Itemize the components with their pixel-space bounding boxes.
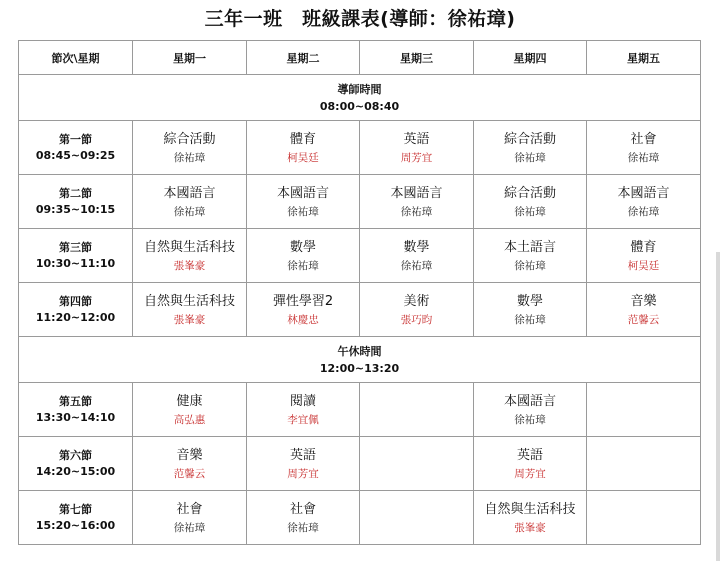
- subject-name: 本國語言: [503, 393, 556, 409]
- subject-name: 美術: [403, 293, 430, 309]
- subject-name: 綜合活動: [503, 131, 556, 147]
- subject-name: 社會: [176, 501, 203, 517]
- lesson-cell: [360, 491, 474, 545]
- subject-name: 本國語言: [390, 185, 443, 201]
- lesson-cell: [360, 175, 474, 229]
- teacher-name: 徐祐璋: [400, 205, 433, 218]
- class-schedule-table: [18, 40, 701, 545]
- day-header-fri: 星期五: [587, 41, 701, 75]
- subject-name: 閱讀: [289, 393, 316, 409]
- subject-name: 彈性學習2: [272, 293, 334, 309]
- period-time: 10:30~11:10: [35, 256, 116, 270]
- lesson-cell: [133, 175, 247, 229]
- period-cell: [19, 229, 133, 283]
- lesson-cell: [247, 383, 360, 437]
- period-cell: [19, 491, 133, 545]
- break-cell: [19, 337, 701, 383]
- subject-name: 音樂: [630, 293, 657, 309]
- subject-name: 數學: [289, 239, 316, 255]
- break-time: 08:00~08:40: [319, 99, 400, 113]
- period-cell: [19, 383, 133, 437]
- break-time: 12:00~13:20: [319, 361, 400, 375]
- scroll-edge: [716, 252, 720, 561]
- day-header-thu: 星期四: [474, 41, 587, 75]
- teacher-name: 徐祐璋: [514, 413, 546, 426]
- teacher-name: 徐祐璋: [627, 151, 660, 164]
- break-name: 導師時間: [337, 82, 382, 96]
- lesson-cell: [360, 283, 474, 337]
- teacher-name: 徐祐璋: [287, 205, 319, 218]
- lesson-cell: [587, 229, 701, 283]
- subject-name: 自然與生活科技: [143, 293, 235, 309]
- lesson-cell: [587, 175, 701, 229]
- lesson-cell: [133, 437, 247, 491]
- teacher-name: 柯昊廷: [627, 259, 660, 272]
- day-header-wed: 星期三: [360, 41, 474, 75]
- subject-name: 自然與生活科技: [143, 239, 235, 255]
- teacher-name: 范馨云: [627, 313, 660, 326]
- subject-name: 體育: [630, 239, 657, 255]
- header-row: [19, 41, 701, 75]
- teacher-name: 林慶忠: [287, 313, 319, 326]
- lesson-cell: [247, 121, 360, 175]
- teacher-name: 張峯豪: [514, 521, 546, 534]
- break-row: [19, 337, 701, 383]
- teacher-name: 徐祐璋: [400, 259, 433, 272]
- period-time: 08:45~09:25: [35, 148, 116, 162]
- lesson-cell: [247, 491, 360, 545]
- period-cell: [19, 175, 133, 229]
- lesson-cell: [247, 175, 360, 229]
- lesson-cell: [474, 437, 587, 491]
- period-row: [19, 383, 701, 437]
- subject-name: 數學: [403, 239, 430, 255]
- teacher-name: 徐祐璋: [514, 313, 546, 326]
- teacher-name: 徐祐璋: [173, 521, 206, 534]
- period-row: [19, 283, 701, 337]
- subject-name: 本國語言: [276, 185, 329, 201]
- subject-name: 本國語言: [163, 185, 216, 201]
- subject-name: 英語: [289, 447, 316, 463]
- teacher-name: 徐祐璋: [514, 259, 546, 272]
- teacher-name: 柯昊廷: [287, 151, 319, 164]
- day-header-mon: 星期一: [133, 41, 247, 75]
- lesson-cell: [133, 283, 247, 337]
- lesson-cell: [474, 283, 587, 337]
- teacher-name: 徐祐璋: [287, 259, 319, 272]
- lesson-cell: [587, 283, 701, 337]
- period-name: 第一節: [59, 132, 92, 146]
- lesson-cell: [474, 383, 587, 437]
- period-cell: [19, 121, 133, 175]
- period-name: 第二節: [59, 186, 92, 200]
- period-time: 13:30~14:10: [35, 410, 116, 424]
- subject-name: 綜合活動: [503, 185, 556, 201]
- subject-name: 社會: [630, 131, 657, 147]
- teacher-name: 張峯豪: [173, 313, 206, 326]
- lesson-cell: [133, 383, 247, 437]
- lesson-cell: [587, 437, 701, 491]
- break-cell: [19, 75, 701, 121]
- teacher-name: 周芳宜: [514, 467, 546, 480]
- period-name: 第三節: [59, 240, 92, 254]
- lesson-cell: [133, 229, 247, 283]
- lesson-cell: [247, 283, 360, 337]
- teacher-name: 徐祐璋: [514, 205, 546, 218]
- period-cell: [19, 437, 133, 491]
- break-name: 午休時間: [337, 344, 382, 358]
- page-title: 三年一班 班級課表(導師：徐祐璋): [204, 8, 516, 30]
- teacher-name: 徐祐璋: [173, 205, 206, 218]
- subject-name: 健康: [176, 393, 203, 409]
- corner-header: 節次\星期: [19, 41, 133, 75]
- subject-name: 自然與生活科技: [484, 501, 576, 517]
- lesson-cell: [587, 491, 701, 545]
- period-time: 11:20~12:00: [35, 310, 116, 324]
- teacher-name: 徐祐璋: [514, 151, 546, 164]
- break-row: [19, 75, 701, 121]
- teacher-name: 周芳宜: [287, 467, 319, 480]
- period-name: 第七節: [59, 502, 92, 516]
- period-name: 第四節: [59, 294, 92, 308]
- lesson-cell: [587, 121, 701, 175]
- period-time: 14:20~15:00: [35, 464, 116, 478]
- subject-name: 英語: [403, 131, 430, 147]
- teacher-name: 李宜佩: [287, 413, 319, 426]
- subject-name: 本國語言: [617, 185, 670, 201]
- period-name: 第五節: [59, 394, 92, 408]
- subject-name: 音樂: [176, 447, 203, 463]
- teacher-name: 周芳宜: [400, 151, 433, 164]
- period-time: 09:35~10:15: [35, 202, 116, 216]
- teacher-name: 徐祐璋: [627, 205, 660, 218]
- period-cell: [19, 283, 133, 337]
- lesson-cell: [474, 121, 587, 175]
- lesson-cell: [360, 437, 474, 491]
- day-header-tue: 星期二: [247, 41, 360, 75]
- teacher-name: 張峯豪: [173, 259, 206, 272]
- period-time: 15:20~16:00: [35, 518, 116, 532]
- period-row: [19, 437, 701, 491]
- lesson-cell: [360, 383, 474, 437]
- lesson-cell: [360, 229, 474, 283]
- period-row: [19, 175, 701, 229]
- subject-name: 數學: [516, 293, 543, 309]
- lesson-cell: [133, 121, 247, 175]
- lesson-cell: [133, 491, 247, 545]
- teacher-name: 徐祐璋: [287, 521, 319, 534]
- subject-name: 本土語言: [503, 239, 556, 255]
- period-row: [19, 491, 701, 545]
- teacher-name: 張巧昀: [400, 313, 433, 326]
- teacher-name: 徐祐璋: [173, 151, 206, 164]
- subject-name: 社會: [289, 501, 316, 517]
- subject-name: 體育: [289, 131, 316, 147]
- lesson-cell: [474, 229, 587, 283]
- lesson-cell: [247, 437, 360, 491]
- teacher-name: 高弘惠: [173, 413, 206, 426]
- subject-name: 英語: [516, 447, 543, 463]
- schedule-body: [19, 75, 701, 545]
- lesson-cell: [247, 229, 360, 283]
- lesson-cell: [360, 121, 474, 175]
- lesson-cell: [474, 491, 587, 545]
- period-name: 第六節: [59, 448, 92, 462]
- lesson-cell: [474, 175, 587, 229]
- teacher-name: 范馨云: [173, 467, 206, 480]
- subject-name: 綜合活動: [163, 131, 216, 147]
- period-row: [19, 229, 701, 283]
- lesson-cell: [587, 383, 701, 437]
- period-row: [19, 121, 701, 175]
